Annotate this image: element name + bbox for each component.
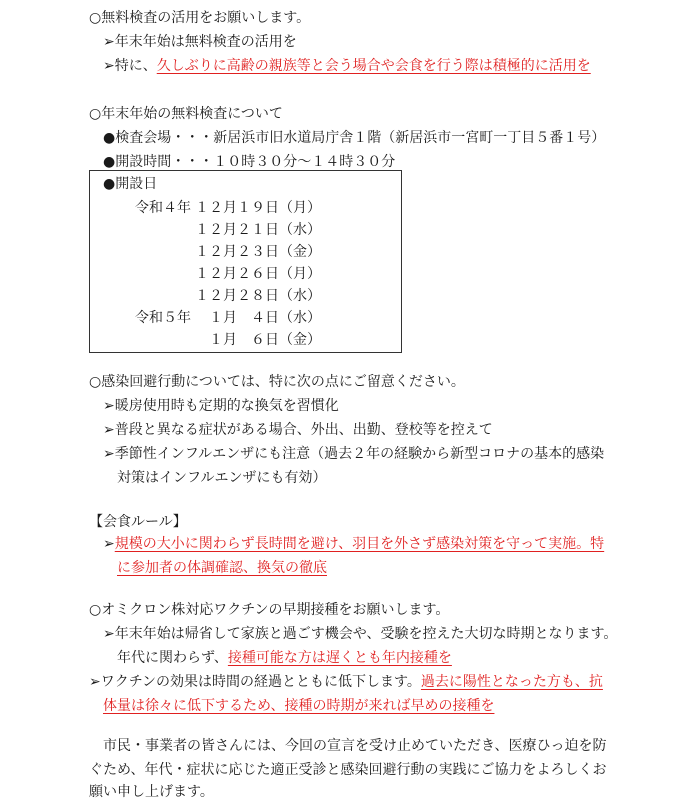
bullet-especially-prefix: ➢特に、: [103, 58, 157, 74]
vaccination-emphasis: 接種可能な方は遅くとも年内接種を: [227, 650, 452, 666]
section-heading-testing-info: ○年末年始の無料検査について: [89, 106, 283, 122]
closing-paragraph-line-1: 市民・事業者の皆さんには、今回の宣言を受け止めていただき、医療ひっ迫を防: [103, 738, 607, 754]
testing-hours: ●開設時間・・・１０時３０分～１４時３０分: [103, 154, 396, 170]
opening-day-date: １２月１９日（月）: [195, 200, 321, 216]
bullet-influenza-cont: 対策はインフルエンザにも有効）: [117, 470, 327, 486]
bullet-especially-emphasis: 久しぶりに高齢の親族等と会う場合や会食を行う際は積極的に活用を: [156, 58, 591, 74]
dining-rule-marker: ➢: [103, 536, 115, 552]
bullet-use-free-testing: ➢年末年始は無料検査の活用を: [103, 34, 297, 50]
bullet-holiday-period-cont: [117, 648, 452, 668]
section-heading-infection-avoidance: ○感染回避行動については、特に次の点にご留意ください。: [89, 374, 465, 390]
opening-day-date: １２月２８日（水）: [195, 288, 321, 304]
dining-rule-line-1: [103, 534, 604, 554]
testing-venue: ●検査会場・・・新居浜市旧水道局庁舎１階（新居浜市一宮町一丁目５番１号）: [103, 130, 606, 146]
opening-day-era: 令和５年: [135, 310, 191, 326]
bullet-holiday-period: ➢年末年始は帰省して家族と過ごす機会や、受験を控えた大切な時期となります。: [103, 626, 618, 642]
opening-day-era: 令和４年: [135, 200, 191, 216]
bullet-symptoms: ➢普段と異なる症状がある場合、外出、出勤、登校等を控えて: [103, 422, 493, 438]
opening-day-date: １２月２３日（金）: [195, 244, 321, 260]
opening-day-date: １２月２１日（水）: [195, 222, 321, 238]
dining-rule-line-2: [117, 558, 327, 578]
dining-rule-emphasis: 規模の大小に関わらず長時間を避け、羽目を外さず感染対策を守って実施。特: [114, 536, 605, 552]
opening-day-date: １月 ６日（金）: [209, 332, 321, 348]
bullet-influenza: ➢季節性インフルエンザにも注意（過去２年の経験から新型コロナの基本的感染: [103, 446, 605, 462]
opening-days-title: ●開設日: [103, 176, 158, 192]
section-heading-dining-rules: 【会食ルール】: [89, 514, 187, 530]
opening-day-date: １月 ４日（水）: [209, 310, 321, 326]
dining-rule-emphasis-cont: に参加者の体調確認、換気の徹底: [117, 560, 327, 576]
section-heading-free-testing: ○無料検査の活用をお願いします。: [89, 10, 311, 26]
section-heading-vaccination: ○オミクロン株対応ワクチンの早期接種をお願いします。: [89, 602, 450, 618]
closing-paragraph-line-2: ぐため、年代・症状に応じた適正受診と感染回避行動の実践にご協力をよろしくお: [89, 762, 607, 778]
vaccine-effect-text: ➢ワクチンの効果は時間の経過とともに低下します。: [89, 674, 421, 690]
vaccine-effect-emphasis: 過去に陽性となった方も、抗: [420, 674, 603, 690]
bullet-especially: [103, 56, 591, 76]
bullet-vaccine-effect: [89, 672, 603, 692]
vaccine-effect-emphasis-cont: 体量は徐々に低下するため、接種の時期が来れば早めの接種を: [103, 698, 495, 714]
opening-day-date: １２月２６日（月）: [195, 266, 321, 282]
bullet-ventilation: ➢暖房使用時も定期的な換気を習慣化: [103, 398, 339, 414]
bullet-vaccine-effect-cont: [103, 696, 494, 716]
closing-paragraph-line-3: 願い申し上げます。: [89, 784, 214, 800]
vaccination-prefix: 年代に関わらず、: [117, 650, 228, 666]
